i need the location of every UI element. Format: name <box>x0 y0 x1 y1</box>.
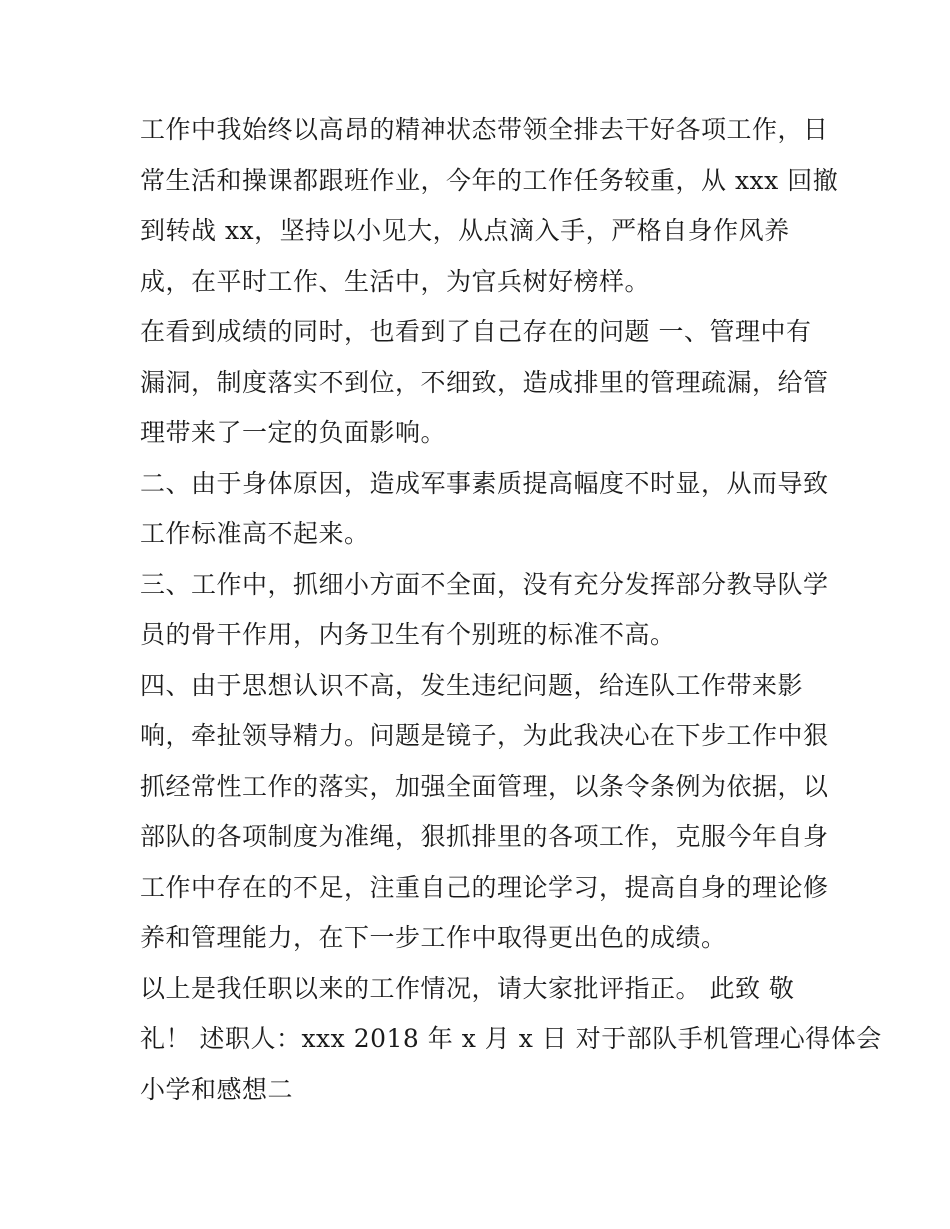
text-line: 三、工作中，抓细小方面不全面，没有充分发挥部分教导队学 <box>140 569 829 599</box>
text-line: 抓经常性工作的落实，加强全面管理，以条令条例为依据，以 <box>140 771 829 801</box>
text-line: 在看到成绩的同时，也看到了自己存在的问题 一、管理中有 <box>140 317 812 346</box>
text-line: 四、由于思想认识不高，发生违纪问题，给连队工作带来影 <box>140 670 804 700</box>
text-line: 工作标准高不起来。 <box>140 519 370 548</box>
text-line: 小学和感想二 <box>140 1074 294 1104</box>
text-line: 常生活和操课都跟班作业，今年的工作任务较重，从 xxx 回撤 <box>140 165 839 195</box>
text-line: 部队的各项制度为准绳，狠抓排里的各项工作，克服今年自身 <box>140 822 829 851</box>
text-line: 到转战 xx，坚持以小见大，从点滴入手，严格自身作风养 <box>140 216 790 245</box>
text-line: 响，牵扯领导精力。问题是镜子，为此我决心在下步工作中狠 <box>140 721 829 750</box>
text-line: 养和管理能力，在下一步工作中取得更出色的成绩。 <box>140 923 727 952</box>
text-line: 以上是我任职以来的工作情况，请大家批评指正。 此致 敬 <box>140 973 795 1003</box>
text-line: 礼！ 述职人：xxx 2018 年 x 月 x 日 对于部队手机管理心得体会 <box>140 1024 882 1053</box>
text-line: 理带来了一定的负面影响。 <box>140 418 447 447</box>
text-line: 工作中我始终以高昂的精神状态带领全排去干好各项工作，日 <box>140 115 829 144</box>
text-line: 成，在平时工作、生活中，为官兵树好榜样。 <box>140 266 651 296</box>
text-line: 漏洞，制度落实不到位，不细致，造成排里的管理疏漏，给管 <box>140 367 829 397</box>
document-body <box>140 110 882 1120</box>
text-line: 工作中存在的不足，注重自己的理论学习，提高自身的理论修 <box>140 872 829 902</box>
text-line: 员的骨干作用，内务卫生有个别班的标准不高。 <box>140 620 676 649</box>
text-line: 二、由于身体原因，造成军事素质提高幅度不时显，从而导致 <box>140 468 829 498</box>
